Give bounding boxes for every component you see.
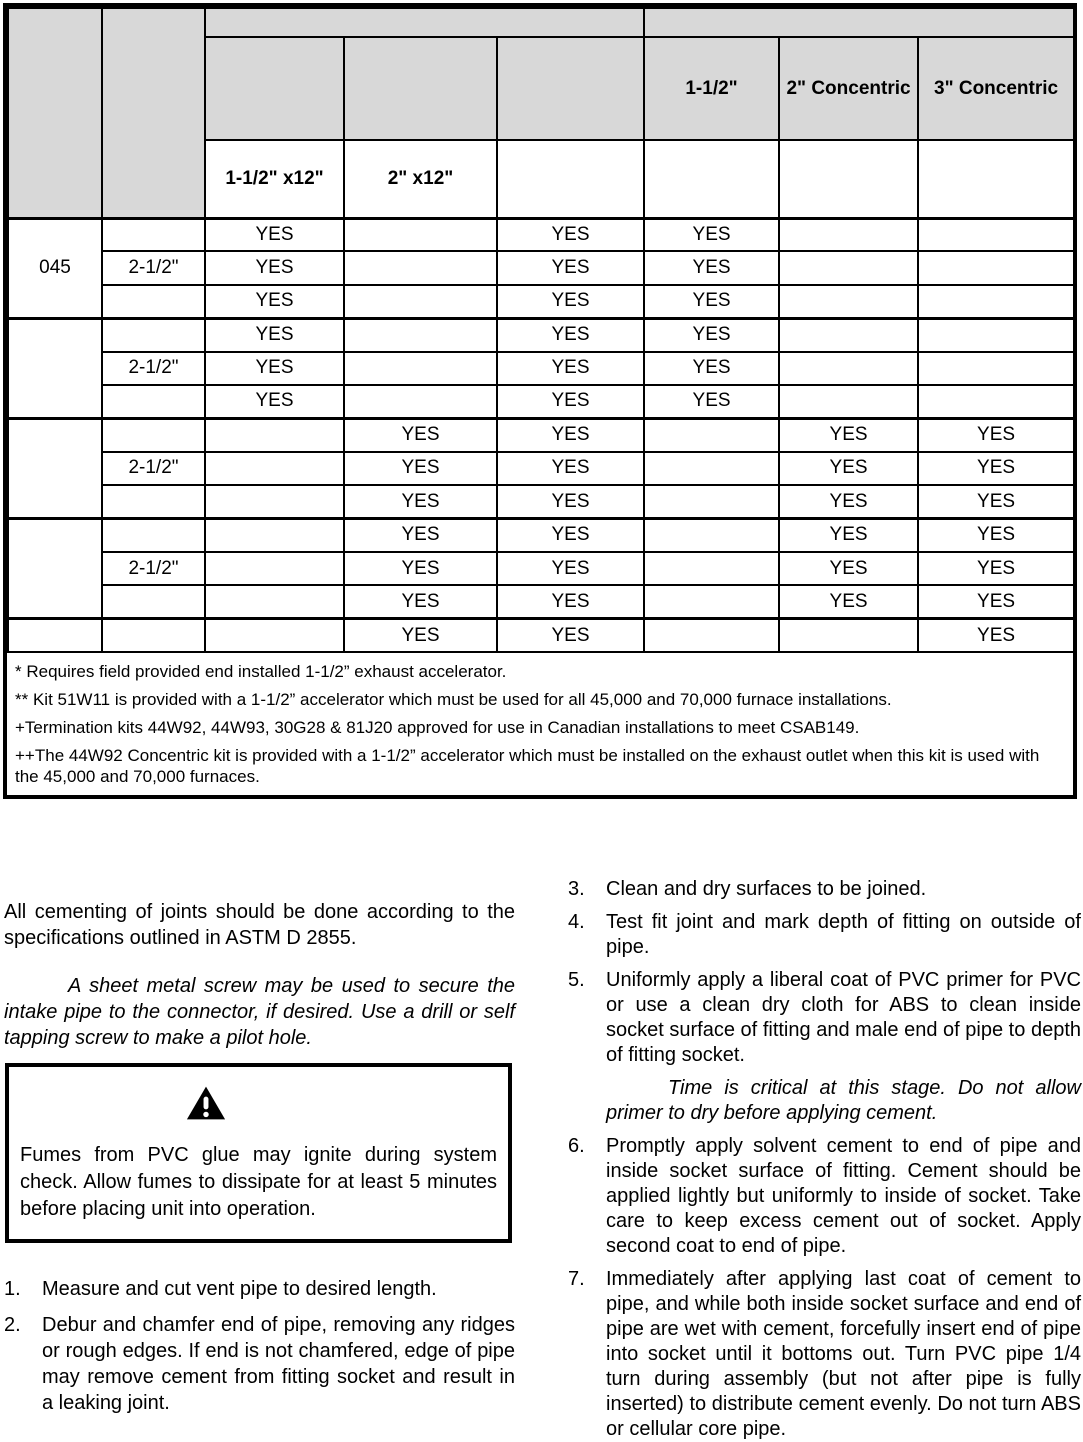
yes-cell: YES	[644, 218, 779, 251]
list-text: Clean and dry surfaces to be joined.	[606, 878, 927, 900]
yes-cell: YES	[497, 352, 644, 385]
yes-cell: YES	[497, 418, 644, 451]
yes-cell: YES	[344, 485, 497, 518]
furnace-model-cell	[8, 418, 102, 518]
list-item-4	[568, 910, 1081, 960]
header-kit-1-1-2-x12: 1-1/2" x12"	[205, 140, 344, 218]
yes-cell: YES	[497, 285, 644, 318]
empty-cell	[779, 285, 918, 318]
empty-cell	[644, 585, 779, 618]
header-concentric-3: 3" Concentric	[918, 37, 1074, 140]
empty-cell	[344, 318, 497, 351]
empty-cell	[644, 485, 779, 518]
header-blank-cell	[918, 140, 1074, 218]
vent-table-body	[8, 218, 1074, 652]
yes-cell: YES	[918, 485, 1074, 518]
yes-cell: YES	[918, 619, 1074, 652]
empty-cell	[779, 385, 918, 418]
yes-cell: YES	[918, 519, 1074, 552]
list-text: Promptly apply solvent cement to end of pipe and inside socket surface of fitting. Cement should be applied lightly but uniformly to inside of socket. Take care to keep excess cement out of socket. Apply second coat to end of pipe.	[606, 1135, 1081, 1257]
steps-list-left	[4, 1276, 515, 1416]
yes-cell: YES	[344, 519, 497, 552]
empty-cell	[205, 619, 344, 652]
yes-cell: YES	[918, 418, 1074, 451]
list-number: 1.	[4, 1278, 21, 1300]
empty-cell	[344, 251, 497, 284]
left-column	[4, 899, 515, 1051]
vent-termination-kit-table	[3, 3, 1077, 799]
pipe-size-cell	[102, 418, 205, 451]
yes-cell: YES	[497, 619, 644, 652]
list-text: Measure and cut vent pipe to desired length.	[42, 1278, 437, 1300]
empty-cell	[644, 519, 779, 552]
yes-cell: YES	[644, 251, 779, 284]
paragraph-sheet-metal-screw: A sheet metal screw may be used to secure the intake pipe to the connector, if desired. Use a drill or self tapping screw to make a pilot hole.	[4, 975, 515, 1049]
header-blank-cell	[205, 37, 344, 140]
yes-cell: YES	[644, 285, 779, 318]
furnace-model-cell	[8, 318, 102, 418]
yes-cell: YES	[497, 452, 644, 485]
note-time-critical: Time is critical at this stage. Do not allow primer to dry before applying cement.	[606, 1077, 1081, 1124]
yes-cell: YES	[779, 418, 918, 451]
yes-cell: YES	[497, 251, 644, 284]
footnote-3: +Termination kits 44W92, 44W93, 30G28 & 81J20 approved for use in Canadian installations to meet CSAB149.	[15, 718, 860, 738]
header-corner-model	[8, 8, 102, 218]
footnote-1: * Requires field provided end installed 1-1/2” exhaust accelerator.	[15, 662, 507, 682]
list-number: 5.	[568, 969, 585, 991]
empty-cell	[205, 485, 344, 518]
list-text: Uniformly apply a liberal coat of PVC primer for PVC or use a clean dry cloth for ABS to clean inside socket surface of fitting and male end of pipe to depth of fitting socket.	[606, 969, 1081, 1066]
pipe-size-cell	[102, 485, 205, 518]
empty-cell	[644, 619, 779, 652]
empty-cell	[779, 318, 918, 351]
list-number: 2.	[4, 1314, 21, 1336]
empty-cell	[644, 418, 779, 451]
yes-cell: YES	[344, 585, 497, 618]
yes-cell: YES	[644, 352, 779, 385]
empty-cell	[344, 352, 497, 385]
pipe-size-cell	[102, 519, 205, 552]
empty-cell	[918, 318, 1074, 351]
yes-cell: YES	[344, 452, 497, 485]
empty-cell	[344, 285, 497, 318]
empty-cell	[779, 352, 918, 385]
empty-cell	[779, 619, 918, 652]
empty-cell	[205, 585, 344, 618]
warning-text: Fumes from PVC glue may ignite during system check. Allow fumes to dissipate for at least 5 minutes before placing unit into operation.	[20, 1144, 497, 1220]
furnace-model-cell	[8, 519, 102, 619]
yes-cell: YES	[644, 385, 779, 418]
empty-cell	[205, 452, 344, 485]
list-text: Debur and chamfer end of pipe, removing any ridges or rough edges. If end is not chamfered, edge of pipe may remove cement from fitting socket and result in a leaking joint.	[42, 1314, 515, 1414]
list-item-6	[568, 1134, 1081, 1259]
pipe-size-cell	[102, 318, 205, 351]
header-blank-cell	[644, 140, 779, 218]
vent-kit-table	[7, 7, 1075, 653]
header-kit-2-x12: 2" x12"	[344, 140, 497, 218]
yes-cell: YES	[205, 352, 344, 385]
paragraph-cementing: All cementing of joints should be done according to the specifications outlined in ASTM D 2855.	[4, 901, 515, 949]
right-column	[568, 877, 1081, 1442]
pipe-size-cell	[102, 619, 205, 652]
empty-cell	[205, 552, 344, 585]
header-concentric-2: 2" Concentric	[779, 37, 918, 140]
empty-cell	[644, 552, 779, 585]
header-blank-cell	[497, 37, 644, 140]
yes-cell: YES	[344, 552, 497, 585]
empty-cell	[205, 418, 344, 451]
yes-cell: YES	[497, 519, 644, 552]
furnace-model-cell: 045	[8, 218, 102, 318]
pipe-size-cell	[102, 585, 205, 618]
list-item-1	[4, 1276, 515, 1302]
list-item-3	[568, 877, 1081, 902]
footnote-2: ** Kit 51W11 is provided with a 1-1/2” accelerator which must be used for all 45,000 and 70,000 furnace installations.	[15, 690, 892, 710]
yes-cell: YES	[497, 385, 644, 418]
yes-cell: YES	[205, 218, 344, 251]
yes-cell: YES	[497, 585, 644, 618]
empty-cell	[918, 251, 1074, 284]
pipe-size-cell: 2-1/2"	[102, 352, 205, 385]
table-footnotes	[7, 653, 1073, 795]
empty-cell	[205, 519, 344, 552]
header-blank-cell	[779, 140, 918, 218]
pipe-size-cell	[102, 218, 205, 251]
warning-triangle-icon	[186, 1085, 226, 1121]
empty-cell	[779, 218, 918, 251]
yes-cell: YES	[205, 318, 344, 351]
yes-cell: YES	[497, 485, 644, 518]
empty-cell	[644, 452, 779, 485]
empty-cell	[918, 352, 1074, 385]
list-number: 7.	[568, 1268, 585, 1290]
warning-box	[5, 1063, 512, 1243]
yes-cell: YES	[779, 452, 918, 485]
pipe-size-cell	[102, 385, 205, 418]
header-group-right	[644, 8, 1074, 37]
empty-cell	[344, 218, 497, 251]
list-text: Test fit joint and mark depth of fitting on outside of pipe.	[606, 911, 1081, 958]
yes-cell: YES	[918, 585, 1074, 618]
yes-cell: YES	[779, 485, 918, 518]
list-number: 4.	[568, 911, 585, 933]
list-text: Immediately after applying last coat of cement to pipe, and while both inside socket surface and end of pipe are wet with cement, forcefully insert end of pipe into socket until it bottoms out. Turn PVC pipe 1/4 turn during assembly (but not after pipe is fully inserted) to distribute cement evenly. Do not turn ABS or cellular core pipe.	[606, 1268, 1081, 1440]
yes-cell: YES	[205, 251, 344, 284]
empty-cell	[918, 218, 1074, 251]
header-blank-cell	[497, 140, 644, 218]
yes-cell: YES	[344, 619, 497, 652]
yes-cell: YES	[779, 552, 918, 585]
header-concentric-1-1-2: 1-1/2"	[644, 37, 779, 140]
yes-cell: YES	[779, 585, 918, 618]
yes-cell: YES	[779, 519, 918, 552]
list-item-2	[4, 1312, 515, 1416]
empty-cell	[344, 385, 497, 418]
list-item-7	[568, 1267, 1081, 1442]
yes-cell: YES	[205, 285, 344, 318]
yes-cell: YES	[344, 418, 497, 451]
pipe-size-cell: 2-1/2"	[102, 251, 205, 284]
furnace-model-cell	[8, 619, 102, 652]
yes-cell: YES	[918, 552, 1074, 585]
empty-cell	[779, 251, 918, 284]
pipe-size-cell	[102, 285, 205, 318]
list-number: 6.	[568, 1135, 585, 1157]
yes-cell: YES	[644, 318, 779, 351]
list-number: 3.	[568, 878, 585, 900]
pipe-size-cell: 2-1/2"	[102, 452, 205, 485]
header-corner-pipe-size	[102, 8, 205, 218]
yes-cell: YES	[205, 385, 344, 418]
header-blank-cell	[344, 37, 497, 140]
empty-cell	[918, 385, 1074, 418]
yes-cell: YES	[497, 552, 644, 585]
yes-cell: YES	[918, 452, 1074, 485]
list-item-5	[568, 968, 1081, 1068]
yes-cell: YES	[497, 218, 644, 251]
yes-cell: YES	[497, 318, 644, 351]
pipe-size-cell: 2-1/2"	[102, 552, 205, 585]
header-group-left	[205, 8, 644, 37]
empty-cell	[918, 285, 1074, 318]
footnote-4: ++The 44W92 Concentric kit is provided with a 1-1/2” accelerator which must be installed on the exhaust outlet when this kit is used with the 45,000 and 70,000 furnaces.	[15, 746, 1040, 787]
